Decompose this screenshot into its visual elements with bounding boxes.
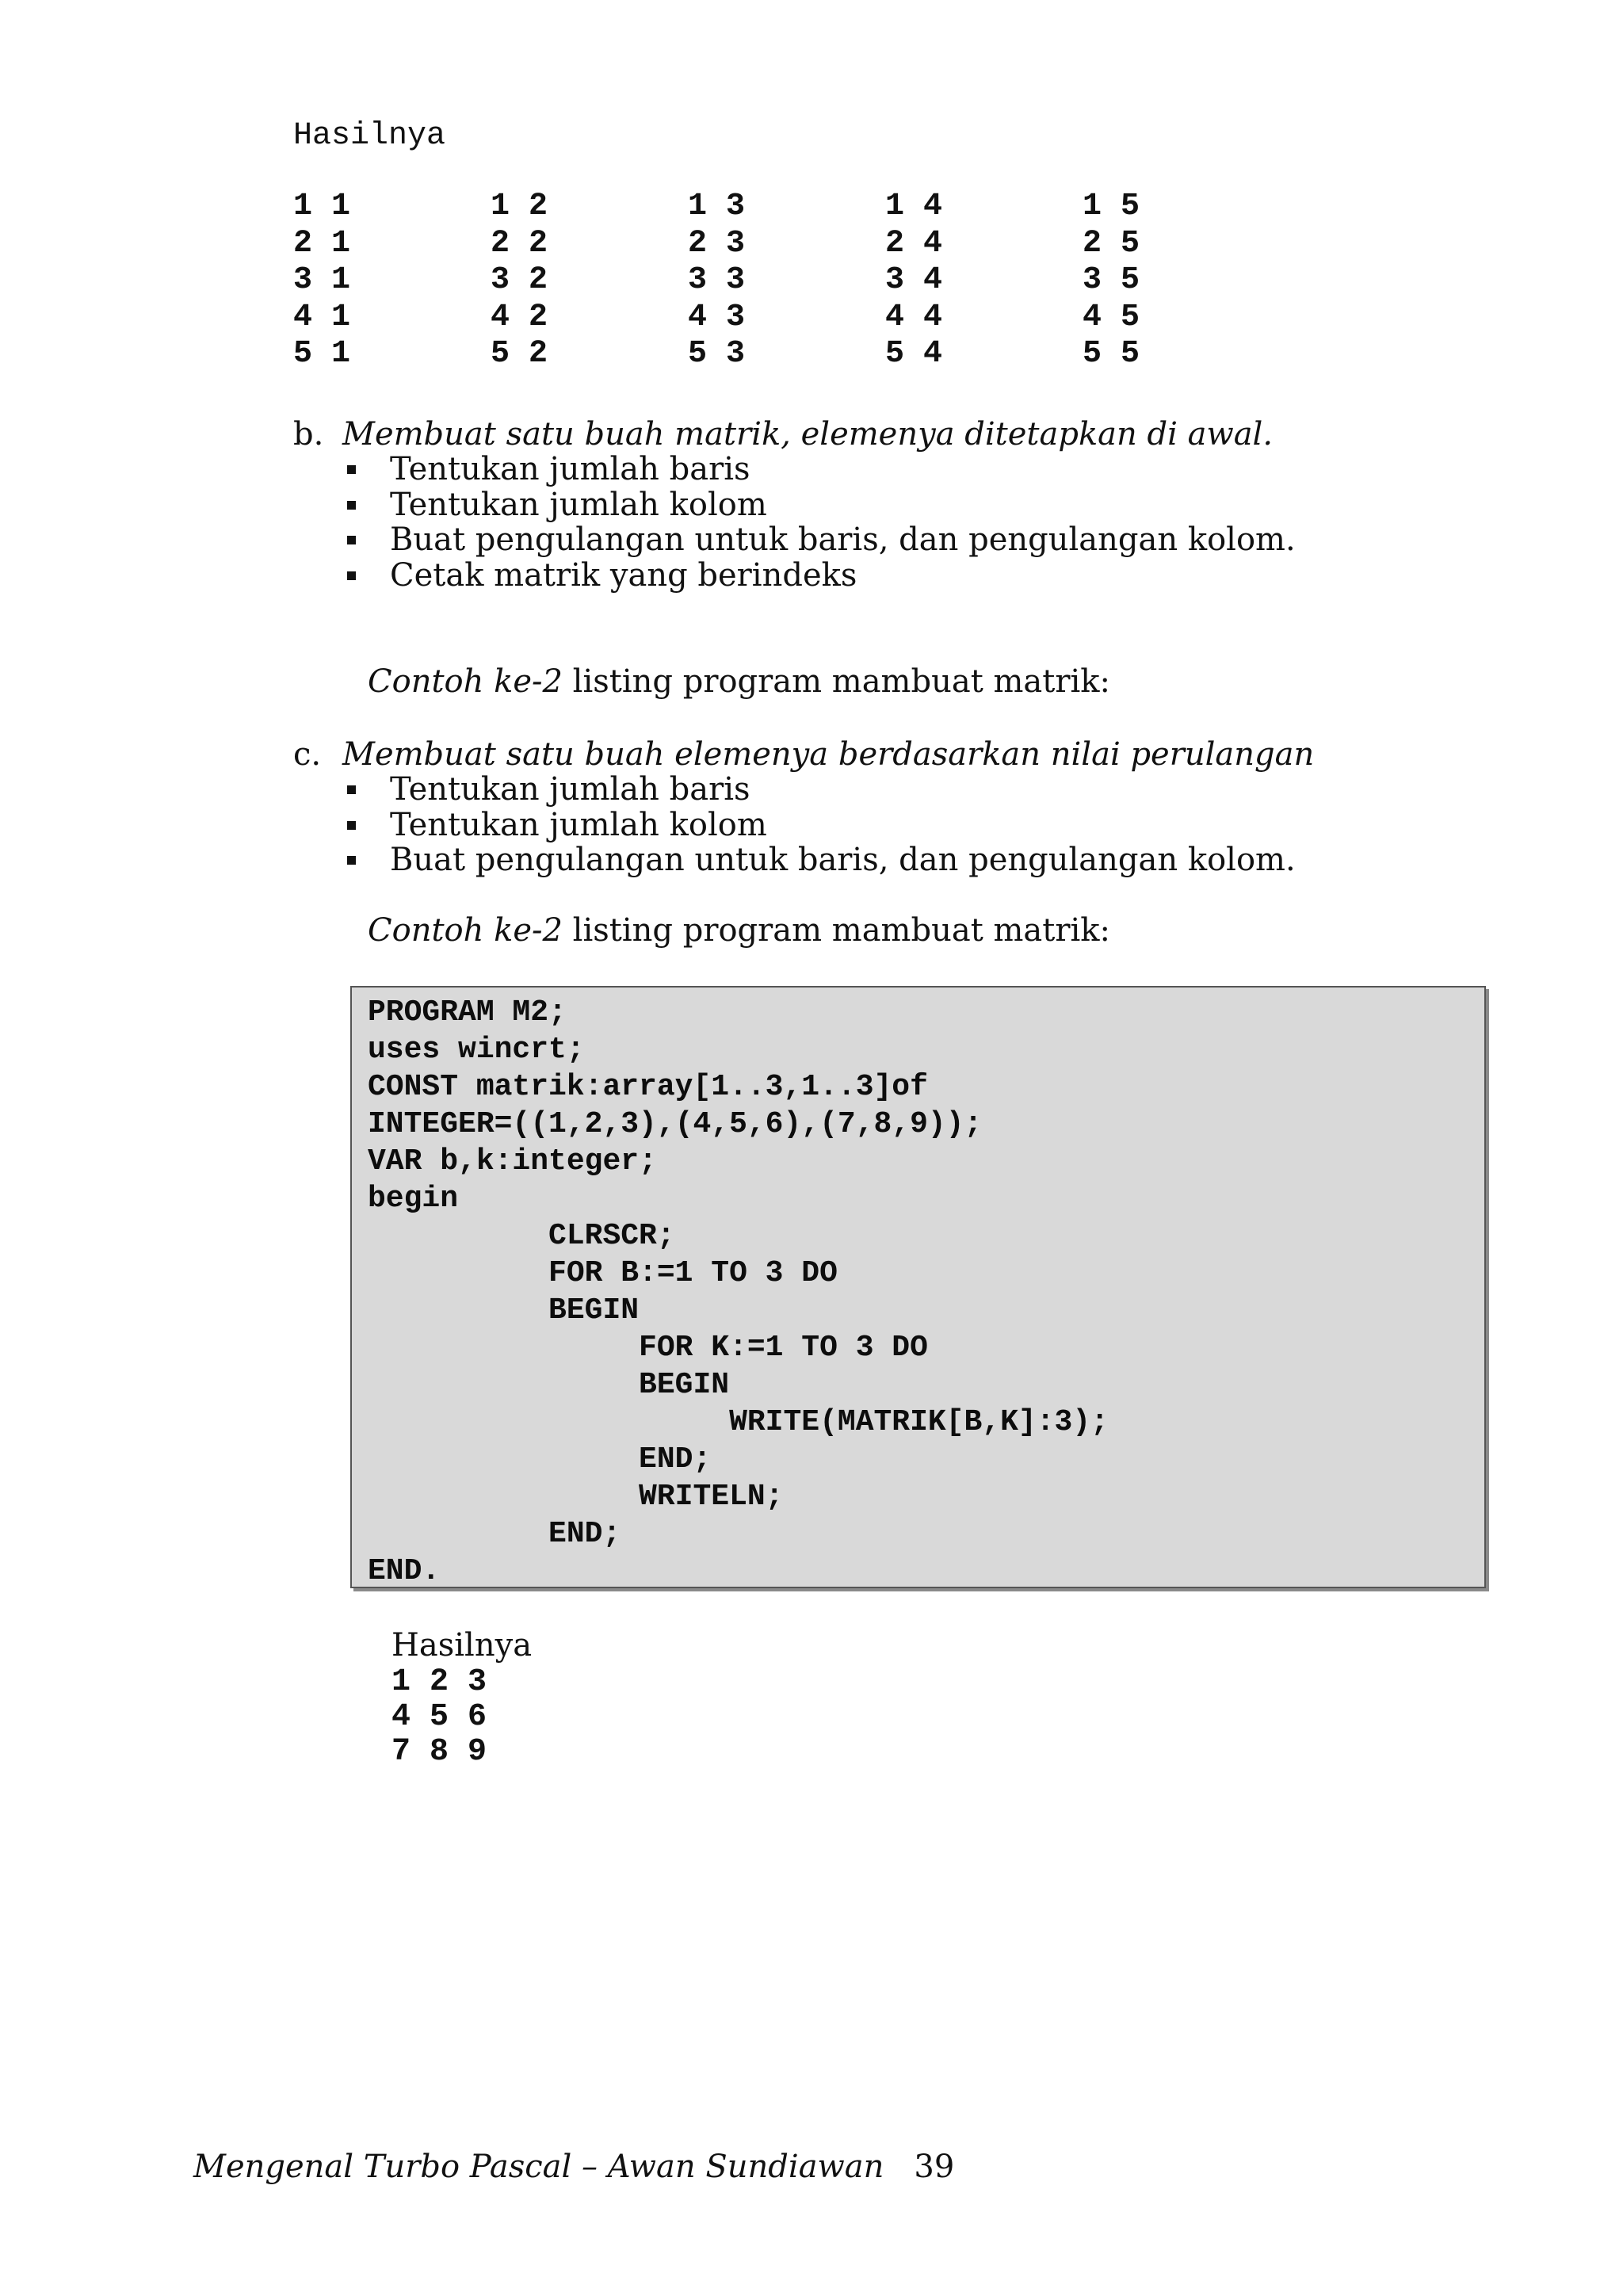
section-b-bullet-list — [342, 452, 1296, 593]
result-2-label: Hasilnya — [391, 1627, 533, 1664]
result-1-cell: 4 3 — [688, 299, 746, 335]
code-line: FOR B:=1 TO 3 DO — [368, 1256, 838, 1290]
list-item-text: Buat pengulangan untuk baris, dan pengulangan kolom. — [390, 842, 1296, 878]
result-2-row: 1 2 3 — [391, 1664, 487, 1700]
list-item-text: Tentukan jumlah baris — [390, 771, 750, 808]
result-1-row — [293, 226, 1280, 263]
list-item-text: Tentukan jumlah kolom — [390, 486, 767, 523]
code-line: BEGIN — [368, 1368, 730, 1402]
code-line: INTEGER=((1,2,3),(4,5,6),(7,8,9)); — [368, 1107, 983, 1141]
code-line: PROGRAM M2; — [368, 995, 567, 1030]
code-listing-box — [350, 986, 1486, 1588]
section-c-letter: c. — [293, 736, 322, 773]
list-item — [342, 772, 1296, 808]
result-1-cell: 1 1 — [293, 189, 351, 224]
result-1-cell: 5 4 — [885, 336, 943, 372]
result-1-cell: 1 2 — [491, 189, 548, 224]
list-item — [342, 522, 1296, 558]
square-bullet-icon — [347, 465, 356, 474]
list-item — [342, 452, 1296, 487]
result-1-cell: 5 5 — [1083, 336, 1140, 372]
result-1-cell: 5 1 — [293, 336, 351, 372]
square-bullet-icon — [347, 501, 356, 510]
result-1-cell: 1 4 — [885, 189, 943, 224]
code-line: VAR b,k:integer; — [368, 1144, 657, 1179]
example-label: Contoh ke-2 — [368, 663, 563, 700]
result-2-grid — [391, 1665, 487, 1770]
code-listing — [368, 994, 1109, 1590]
result-1-row — [293, 262, 1280, 300]
result-1-row — [293, 189, 1280, 226]
result-1-cell: 2 5 — [1083, 225, 1140, 262]
section-b-title — [293, 417, 1273, 452]
list-item-text: Buat pengulangan untuk baris, dan pengulangan kolom. — [390, 521, 1296, 558]
code-line: CONST matrik:array[1..3,1..3]of — [368, 1070, 928, 1104]
code-line: WRITE(MATRIK[B,K]:3); — [368, 1405, 1109, 1439]
result-1-cell: 2 3 — [688, 225, 746, 262]
code-line: END. — [368, 1554, 441, 1588]
list-item — [342, 808, 1296, 843]
result-1-cell: 4 4 — [885, 299, 943, 335]
code-line: END; — [368, 1517, 621, 1551]
result-1-cell: 1 5 — [1083, 189, 1140, 224]
code-line: WRITELN; — [368, 1480, 784, 1514]
result-2-row: 7 8 9 — [391, 1734, 487, 1770]
code-line: FOR K:=1 TO 3 DO — [368, 1331, 928, 1365]
result-1-grid — [293, 189, 1280, 373]
result-1-cell: 4 1 — [293, 299, 351, 335]
footer-title: Mengenal Turbo Pascal – Awan Sundiawan — [193, 2149, 884, 2185]
example-label: Contoh ke-2 — [368, 912, 563, 949]
result-1-cell: 4 5 — [1083, 299, 1140, 335]
result-1-label: Hasilnya — [293, 118, 446, 154]
code-line: uses wincrt; — [368, 1033, 585, 1067]
example-text: listing program mambuat matrik: — [562, 912, 1110, 949]
square-bullet-icon — [347, 571, 356, 580]
list-item — [342, 558, 1296, 594]
page-number: 39 — [914, 2149, 955, 2185]
result-2-row: 4 5 6 — [391, 1699, 487, 1735]
result-1-cell: 3 5 — [1083, 262, 1140, 298]
result-1-cell: 3 4 — [885, 262, 943, 298]
result-1-cell: 5 2 — [491, 336, 548, 372]
result-1-cell: 2 1 — [293, 225, 351, 262]
section-b-example-caption — [368, 664, 1110, 699]
code-line: CLRSCR; — [368, 1219, 675, 1253]
square-bullet-icon — [347, 785, 356, 794]
result-1-row — [293, 300, 1280, 337]
result-1-cell: 1 3 — [688, 189, 746, 224]
result-1-row — [293, 336, 1280, 373]
result-1-cell: 3 1 — [293, 262, 351, 298]
list-item-text: Tentukan jumlah baris — [390, 451, 750, 487]
section-b-letter: b. — [293, 416, 324, 453]
section-c-bullet-list — [342, 772, 1296, 878]
result-1-cell: 4 2 — [491, 299, 548, 335]
example-text: listing program mambuat matrik: — [562, 663, 1110, 700]
section-c-example-caption — [368, 913, 1110, 948]
list-item-text: Tentukan jumlah kolom — [390, 806, 767, 843]
square-bullet-icon — [347, 821, 356, 830]
list-item — [342, 842, 1296, 878]
page-footer — [193, 2148, 954, 2186]
result-1-cell: 3 3 — [688, 262, 746, 298]
code-line: begin — [368, 1182, 459, 1216]
square-bullet-icon — [347, 856, 356, 865]
result-1-cell: 2 2 — [491, 225, 548, 262]
result-1-cell: 3 2 — [491, 262, 548, 298]
list-item-text: Cetak matrik yang berindeks — [390, 556, 857, 594]
section-c-title — [293, 737, 1314, 772]
list-item — [342, 487, 1296, 523]
section-b-heading: Membuat satu buah matrik, elemenya ditetapkan di awal. — [342, 416, 1274, 453]
code-line: BEGIN — [368, 1293, 640, 1328]
section-c-heading: Membuat satu buah elemenya berdasarkan nilai perulangan — [342, 736, 1315, 773]
result-1-cell: 5 3 — [688, 336, 746, 372]
square-bullet-icon — [347, 536, 356, 544]
code-line: END; — [368, 1442, 712, 1477]
result-1-cell: 2 4 — [885, 225, 943, 262]
